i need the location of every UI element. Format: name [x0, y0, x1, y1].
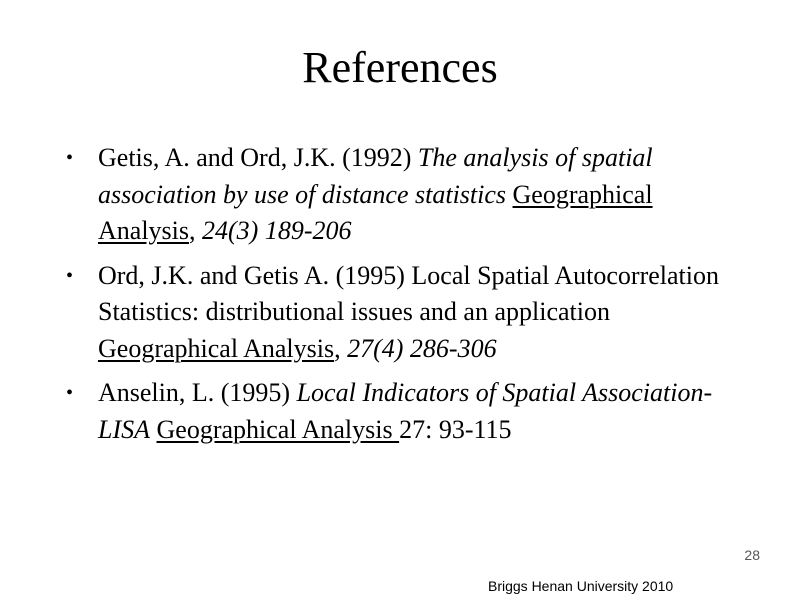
- bullet-icon: •: [66, 264, 74, 287]
- reference-authors: Getis, A. and Ord, J.K. (1992): [98, 143, 418, 172]
- reference-citation: 27: 93-115: [399, 414, 512, 444]
- references-list: [66, 140, 726, 456]
- reference-authors: Anselin, L. (1995): [98, 378, 297, 407]
- reference-authors-title: Ord, J.K. and Getis A. (1995) Local Spatial Autocorrelation Statistics: distributional issues and an application: [98, 260, 719, 326]
- reference-journal: Geographical Analysis: [98, 179, 653, 245]
- reference-citation: 27(4) 286-306: [340, 333, 497, 363]
- reference-citation: 24(3) 189-206: [195, 216, 352, 245]
- reference-title: Local Indicators of Spatial Association-LISA: [98, 378, 713, 444]
- reference-journal-punct: ,: [189, 216, 196, 245]
- bullet-icon: •: [66, 147, 74, 169]
- reference-item-getis-ord-1992: [66, 140, 726, 250]
- page-number: 28: [744, 547, 760, 563]
- bullet-icon: •: [66, 382, 74, 404]
- reference-item-anselin-1995: [66, 375, 726, 448]
- reference-item-ord-getis-1995: [66, 258, 726, 368]
- reference-title: The analysis of spatial association by use of distance statistics: [98, 143, 653, 209]
- slide-title: References: [302, 43, 498, 92]
- reference-journal: Geographical Analysis: [156, 414, 400, 444]
- reference-journal: Geographical Analysis: [98, 333, 335, 363]
- reference-journal-punct: ,: [334, 333, 341, 363]
- footer-text: Briggs Henan University 2010: [488, 578, 674, 594]
